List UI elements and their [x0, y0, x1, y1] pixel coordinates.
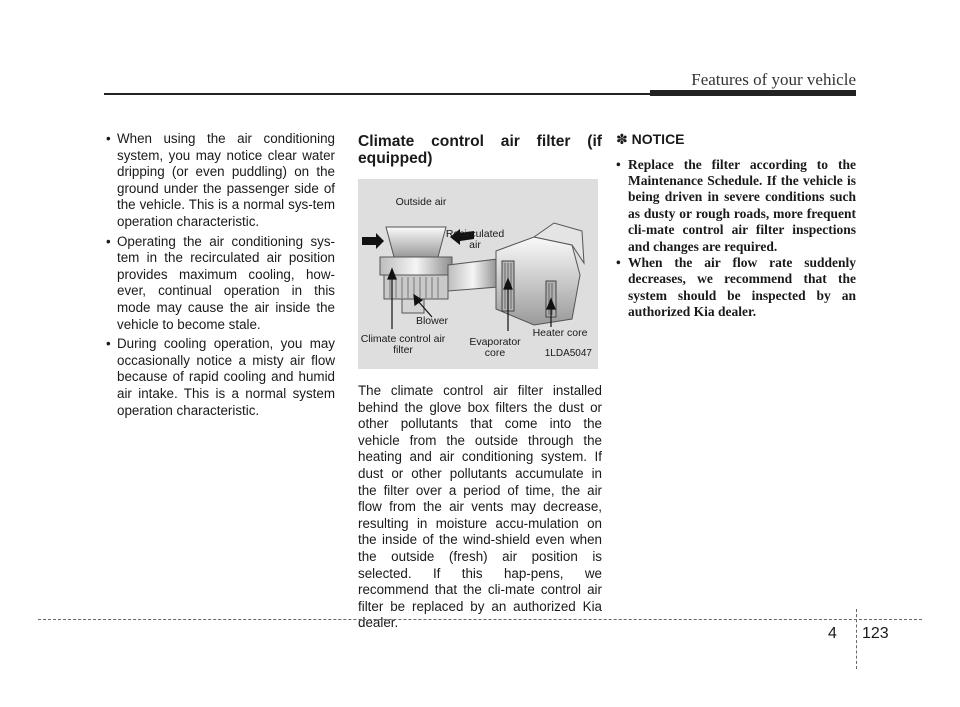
label-heater-core: Heater core	[532, 327, 588, 339]
label-climate-filter: Climate control air filter	[360, 333, 446, 356]
label-evaporator-core: Evaporator core	[469, 336, 521, 359]
footer-divider	[856, 609, 857, 669]
notice-item: • When the air flow rate suddenly decreases, we recommend that the system should be inspected by an authorized Kia dealer.	[616, 255, 856, 321]
footer-rule	[38, 619, 922, 620]
ac-notes-list	[104, 131, 335, 419]
section-title: Climate control air filter (if equipped)	[358, 133, 602, 167]
page-number: 123	[862, 625, 889, 642]
figure-code: 1LDA5047	[544, 348, 592, 360]
column-2	[358, 131, 602, 632]
notice-list	[616, 157, 856, 321]
chapter-number: 4	[828, 625, 837, 642]
notice-box	[616, 131, 856, 321]
notice-item: • Replace the filter according to the Maintenance Schedule. If the vehicle is being driven in severe conditions such as dusty or rough roads, more frequent cli-mate control air filter inspections and changes are required.	[616, 157, 856, 255]
bullet-item: • During cooling operation, you may occasionally notice a misty air flow because of rapid cooling and humid air intake. This is a normal system operation characteristic.	[104, 336, 335, 419]
notice-title: NOTICE	[631, 131, 685, 147]
label-blower: Blower	[415, 315, 449, 327]
bullet-item: • When using the air conditioning system, you may notice clear water dripping (or even puddling) on the ground under the passenger side of the vehicle. This is a normal sys-tem operation characteristic.	[104, 131, 335, 231]
notice-star-icon: ✽	[616, 131, 628, 147]
bullet-item: • Operating the air conditioning sys-tem in the recirculated air position provides maximum cooling, how-ever, continual operation in this mode may cause the air inside the vehicle to become stale.	[104, 234, 335, 334]
air-filter-diagram	[358, 179, 598, 369]
section-body: The climate control air filter installed behind the glove box filters the dust or other pollutants that come into the vehicle from the outside through the heating and air conditioning system. If dust or other pollutants accumulate in the filter over a period of time, the air flow from the air vents may decrease, resulting in moisture accu-mulation on the inside of the wind-shield even when the outside (fresh) air position is selected. If this hap-pens, we recommend that the cli-mate control air filter be replaced by an authorized Kia dealer.	[358, 383, 602, 631]
column-1	[104, 131, 335, 422]
page-header-title: Features of your vehicle	[691, 70, 856, 89]
notice-heading	[616, 131, 856, 148]
header-rule-accent	[650, 90, 856, 96]
label-outside-air: Outside air	[395, 196, 447, 208]
label-recirculated-air: Recirculated air	[445, 228, 505, 251]
